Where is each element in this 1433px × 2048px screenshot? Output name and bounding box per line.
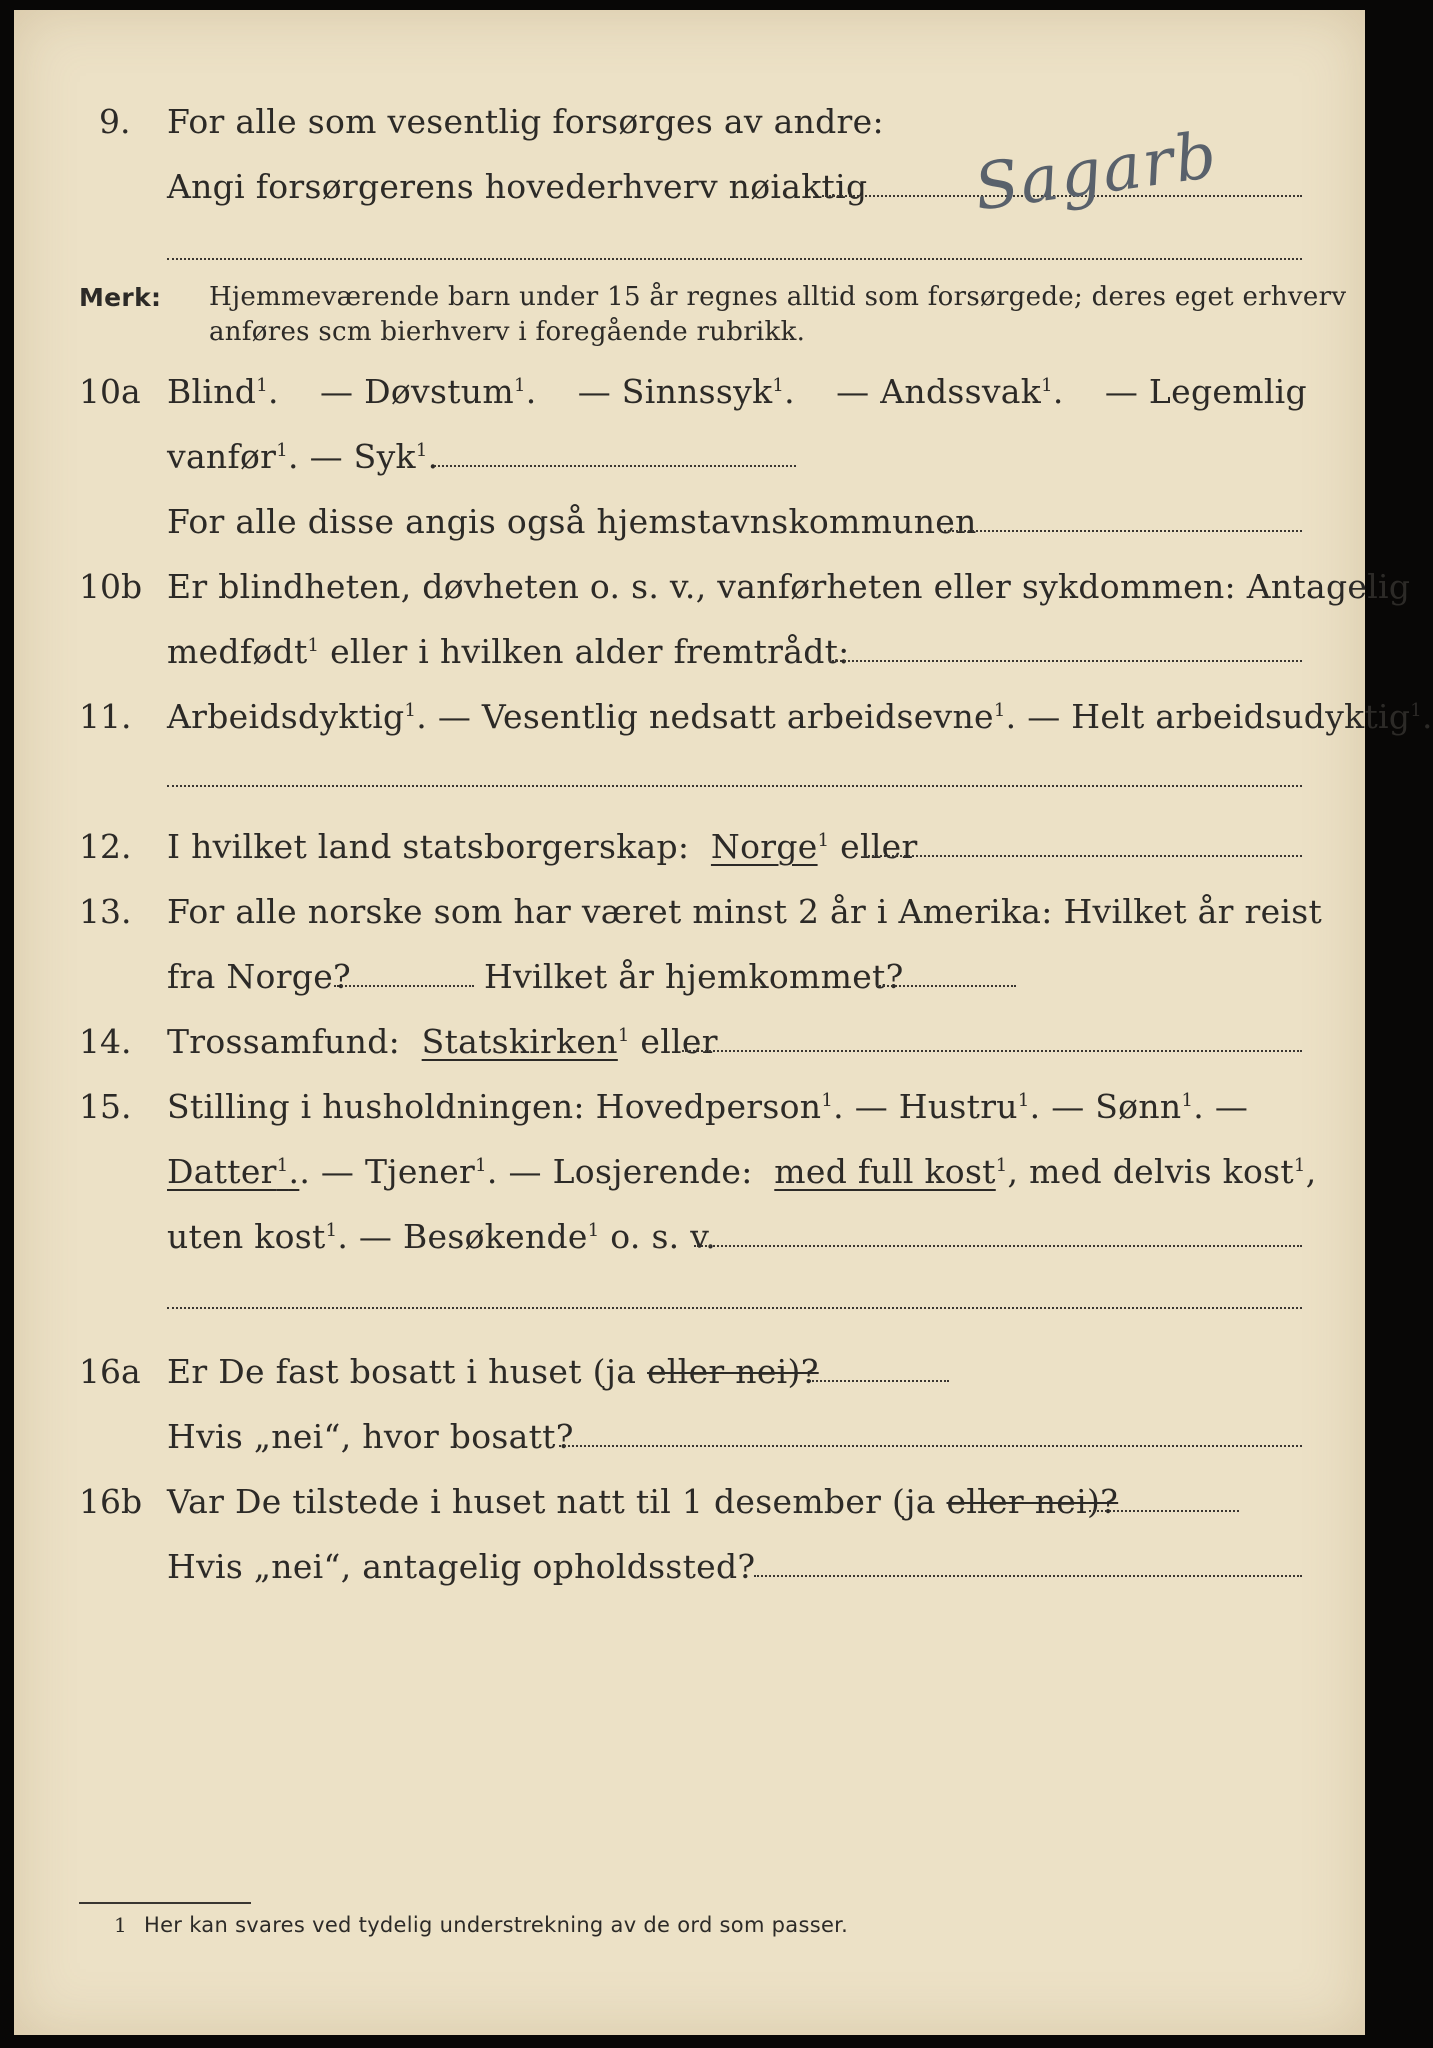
footnote-rule: [79, 1902, 251, 1904]
q13-line2a: fra Norge?: [167, 957, 352, 996]
q10a-line3: For alle disse angis også hjemstavnskommunen: [167, 502, 977, 541]
q16a-number: 16a: [79, 1352, 141, 1391]
q12-number: 12.: [79, 827, 132, 866]
q10b-number: 10b: [79, 567, 143, 606]
q9-line1: For alle som vesentlig forsørges av andre:: [167, 102, 884, 141]
q10b-line2: medfødt$^1$ eller i hvilken alder fremtrådt:: [167, 632, 850, 671]
q15-answer-line[interactable]: [694, 1245, 1302, 1247]
q14-number: 14.: [79, 1022, 132, 1061]
q11-line1: Arbeidsdyktig$^1$. — Vesentlig nedsatt arbeidsevne$^1$. — Helt arbeidsudyktig$^1$.: [167, 697, 1433, 736]
footnote-text: Her kan svares ved tydelig understrekning av de ord som passer.: [144, 1913, 849, 1937]
q12-norge-underlined: Norge: [710, 827, 818, 866]
merk-line1: Hjemmeværende barn under 15 år regnes alltid som forsørgede; deres eget erhverv: [209, 282, 1347, 312]
q16a-line2: Hvis „nei“, hvor bosatt?: [167, 1417, 574, 1456]
q11-answer-line[interactable]: [167, 785, 1302, 787]
merk-line2: anføres scm bierhverv i foregående rubrikk.: [209, 317, 806, 347]
q10a-hjemstavn-line[interactable]: [944, 530, 1302, 532]
q16b-number: 16b: [79, 1482, 143, 1521]
q16a-bosatt-line[interactable]: [559, 1445, 1302, 1447]
footnote-mark: 1: [114, 1913, 128, 1937]
q9-answer-line-2[interactable]: [167, 258, 1302, 260]
q15-line2: Datter$^1$.. — Tjener$^1$. — Losjerende: med full kost$^1$, med delvis kost$^1$,: [167, 1152, 1317, 1191]
q15-number: 15.: [79, 1087, 132, 1126]
q14-statskirken-underlined: Statskirken: [421, 1022, 618, 1061]
q13-line1: For alle norske som har været minst 2 år i Amerika: Hvilket år reist: [167, 892, 1323, 931]
q16a-line1: Er De fast bosatt i huset (ja eller nei)?: [167, 1352, 819, 1391]
q15-datter-underlined: Datter$^1$.: [167, 1152, 300, 1191]
q16a-answer-line[interactable]: [809, 1380, 949, 1382]
q10a-line1: [167, 372, 1307, 412]
q10a-syk-line[interactable]: [434, 465, 796, 467]
q14-answer-line[interactable]: [682, 1050, 1302, 1052]
q14-line: Trossamfund: Statskirken$^1$ eller: [167, 1022, 718, 1061]
q10a-legemlig: — Legemlig: [1104, 372, 1307, 411]
q10b-answer-line[interactable]: [829, 660, 1302, 662]
q16b-struck: eller nei)?: [946, 1482, 1119, 1521]
q16b-opholdssted-line[interactable]: [754, 1575, 1302, 1577]
q15-med-full-kost-underlined: med full kost: [774, 1152, 996, 1191]
q12-line: I hvilket land statsborgerskap: Norge$^1$ eller: [167, 827, 918, 866]
q16a-struck: eller nei)?: [647, 1352, 819, 1391]
q9-handwritten-answer: Sagarb: [970, 118, 1223, 226]
q13-line2b: Hvilket år hjemkommet?: [484, 957, 904, 996]
q16b-answer-line[interactable]: [1089, 1510, 1239, 1512]
q10a-dovstum: — Døvstum$^1$.: [320, 372, 537, 411]
q15-line3: uten kost$^1$. — Besøkende$^1$ o. s. v.: [167, 1217, 717, 1256]
q16b-line1: Var De tilstede i huset natt til 1 desember (ja eller nei)?: [167, 1482, 1119, 1521]
q10b-line1: Er blindheten, døvheten o. s. v., vanførheten eller sykdommen: Antagelig: [167, 567, 1411, 606]
q10a-line2: vanfør$^1$. — Syk$^1$.: [167, 437, 439, 476]
q11-number: 11.: [79, 697, 132, 736]
merk-label: Merk:: [79, 283, 162, 312]
q13-number: 13.: [79, 892, 132, 931]
q13-reist-line[interactable]: [334, 985, 474, 987]
q12-answer-line[interactable]: [864, 855, 1302, 857]
q10a-number: 10a: [79, 372, 141, 411]
q10a-blind: Blind$^1$.: [167, 372, 279, 411]
q15-answer-line-2[interactable]: [167, 1307, 1302, 1309]
q13-hjemkommet-line[interactable]: [876, 985, 1016, 987]
q10a-sinnssyk: — Sinnssyk$^1$.: [577, 372, 795, 411]
census-form-page: [14, 10, 1433, 2035]
q9-number: 9.: [99, 102, 131, 141]
q15-line1: Stilling i husholdningen: Hovedperson$^1$. — Hustru$^1$. — Sønn$^1$. —: [167, 1087, 1249, 1126]
q9-line2: Angi forsørgerens hovederhverv nøiaktig: [167, 167, 868, 206]
q16b-line2: Hvis „nei“, antagelig opholdssted?: [167, 1547, 756, 1586]
q10a-andssvak: — Andssvak$^1$.: [836, 372, 1064, 411]
